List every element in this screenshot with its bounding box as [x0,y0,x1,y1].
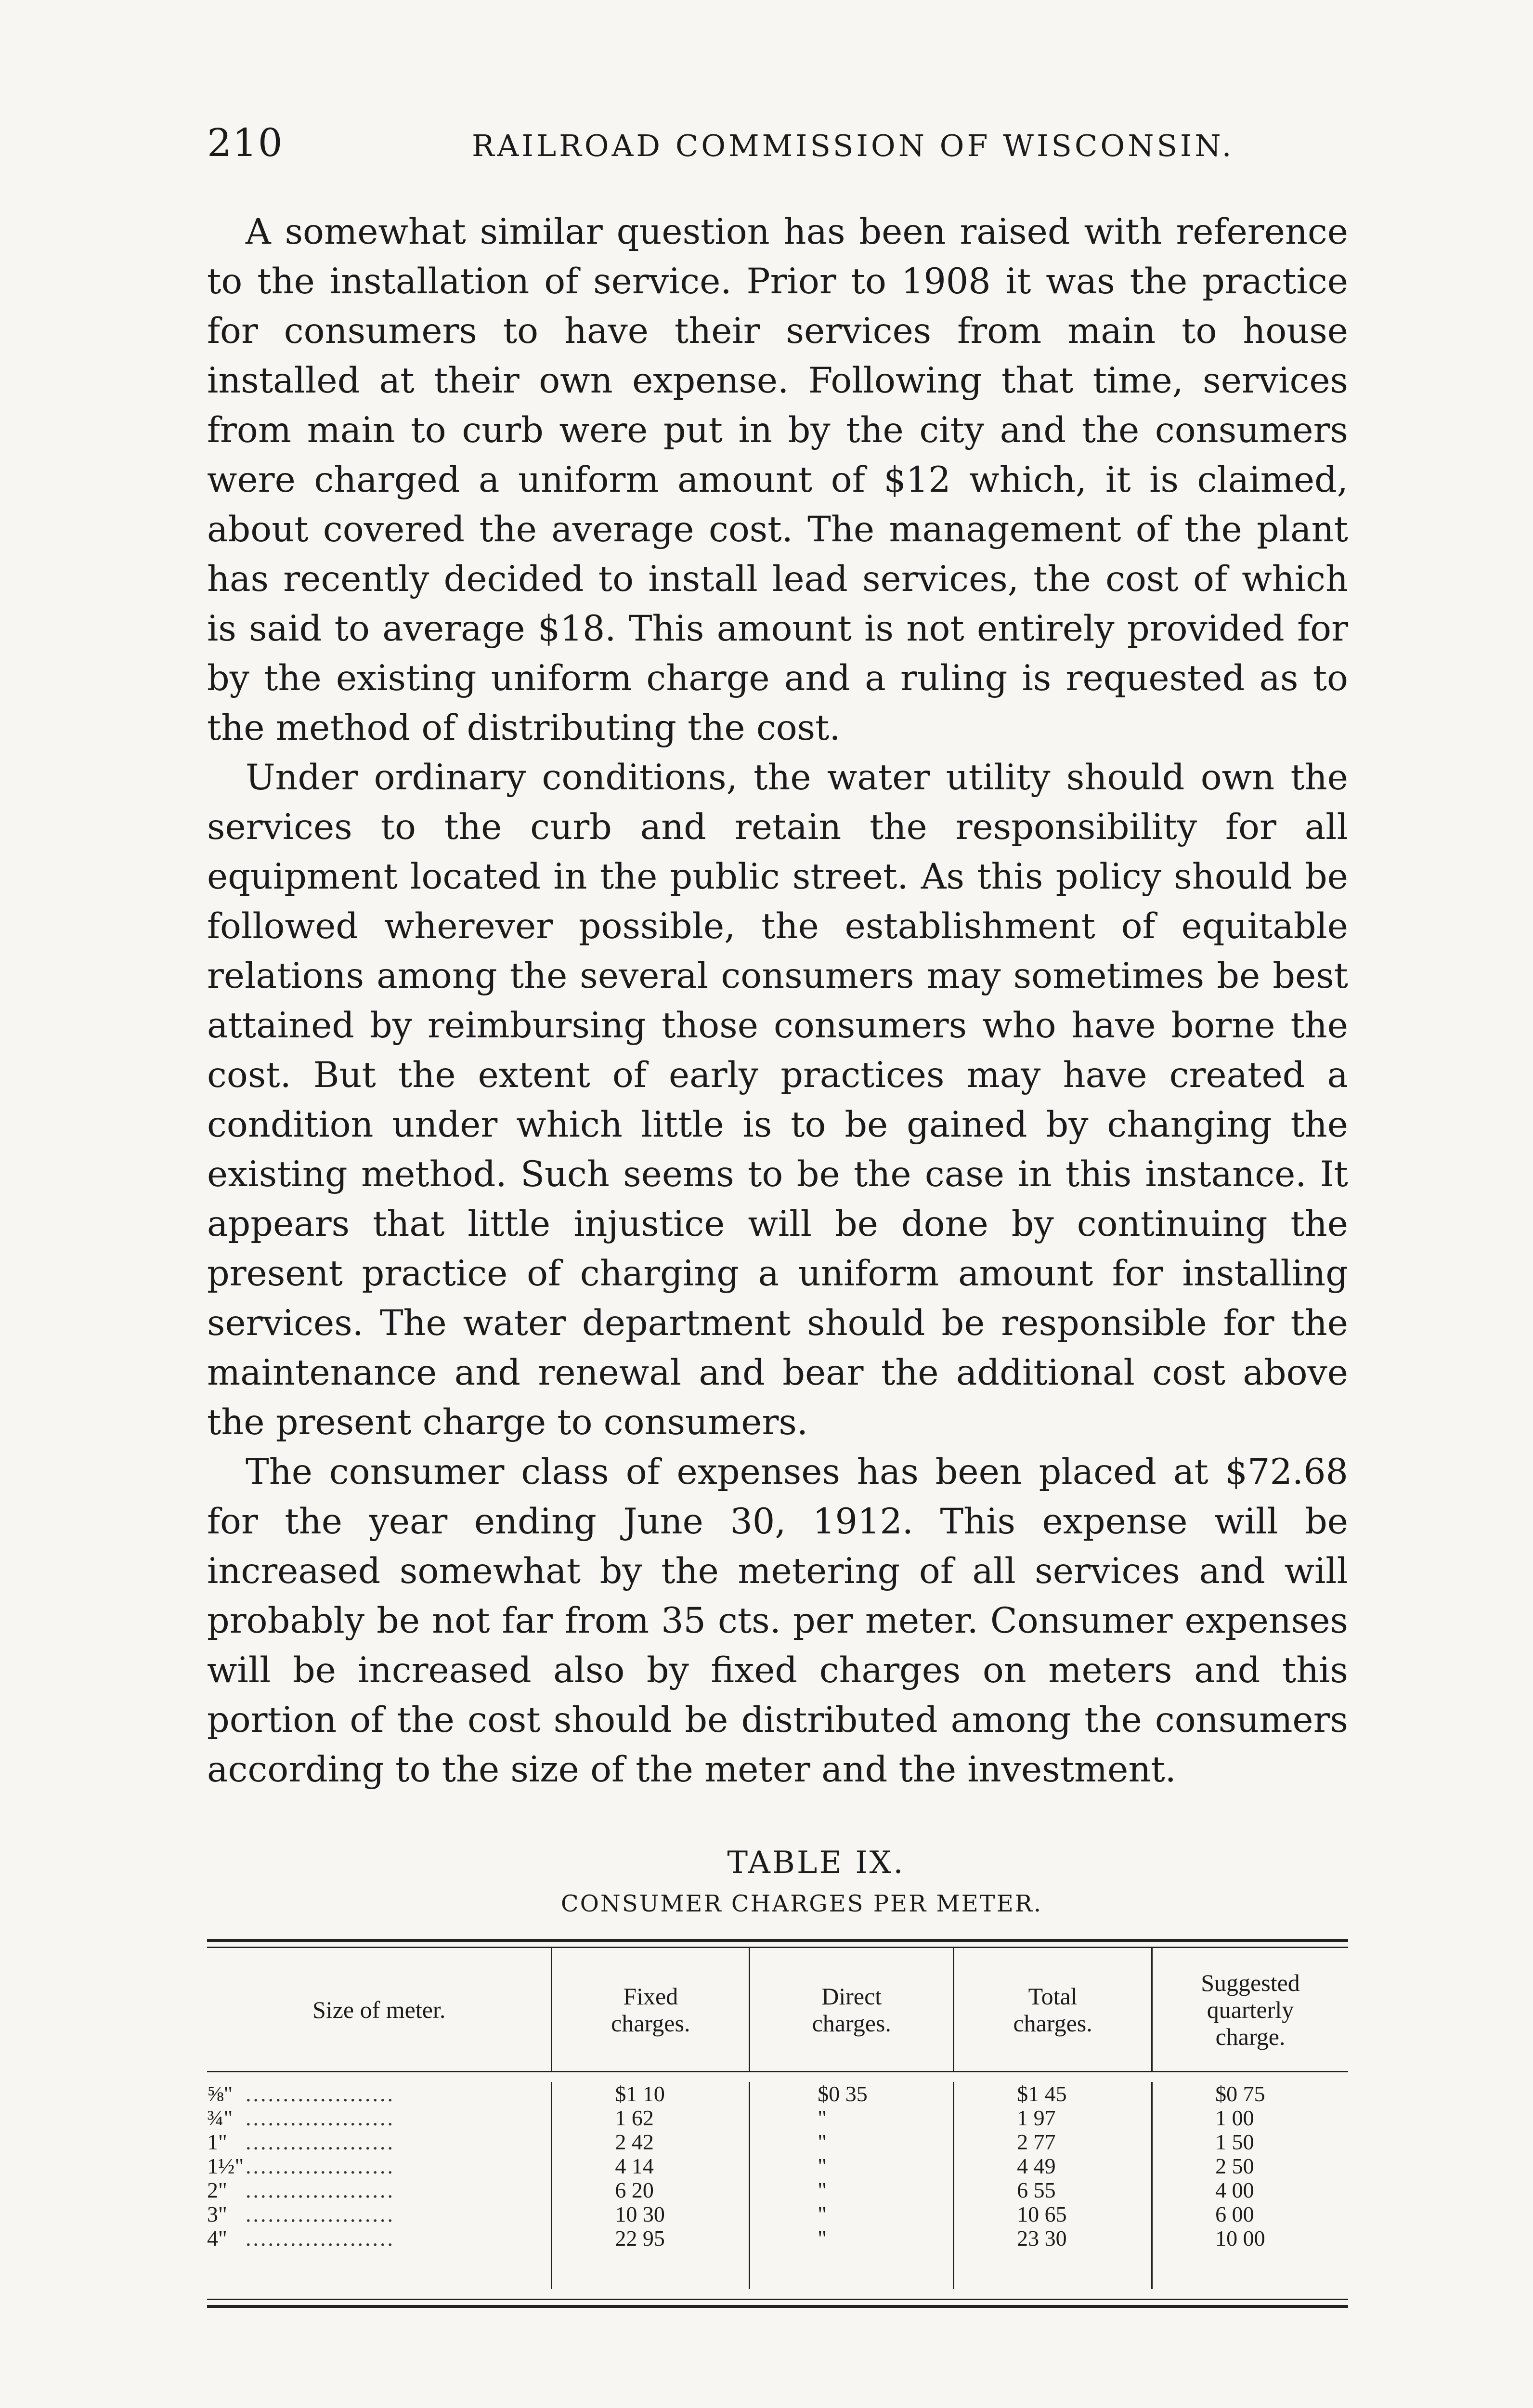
total-value: 6 55 [1017,2178,1056,2202]
leader-dots: .................... [246,2106,395,2130]
table-cell-fixed [552,2226,749,2251]
table-row-size [207,2082,551,2106]
column-fixed [551,2082,749,2289]
table-cell-direct [750,2130,953,2154]
table-cell-direct [750,2154,953,2178]
column-direct [749,2082,953,2289]
consumer-charges-table [207,1939,1348,2308]
table-cell-direct [750,2202,953,2226]
column-total [953,2082,1151,2289]
direct-value: $0 35 [818,2082,868,2106]
header-direct: Direct charges. [749,1948,953,2071]
table-row-size [207,2130,551,2154]
paragraph-2: Under ordinary conditions, the water utility should own the services to the curb and retain the responsibility for all equipment located in the public street. As this policy should be followed wherever possible, the establishment of equitable relations among the several consumers may sometimes be best attained by reimbursing those consumers who have borne the cost. But the extent of early practices may have created a condition under which little is to be gained by changing the existing method. Such seems to be the case in this instance. It appears that little injustice will be done by continuing the present practice of charging a uniform amount for installing services. The water department should be responsible for the maintenance and renewal and bear the additional cost above the present charge to consumers. [207,757,1348,1443]
suggested-value: 4 00 [1215,2178,1254,2202]
table-header-row [207,1948,1348,2072]
size-label: 4" [207,2226,227,2251]
page-number: 210 [207,120,284,165]
total-value: 23 30 [1017,2226,1067,2251]
header-total: Total charges. [953,1948,1151,2071]
direct-value: " [818,2154,827,2178]
size-label: 1" [207,2130,227,2154]
size-label: ¾" [207,2106,233,2130]
table-cell-suggested [1153,2130,1348,2154]
table-cell-fixed [552,2082,749,2106]
direct-value: " [818,2202,827,2226]
suggested-value: 1 00 [1215,2106,1254,2130]
total-value: 1 97 [1017,2106,1056,2130]
table-cell-suggested [1153,2154,1348,2178]
column-suggested [1151,2082,1348,2289]
fixed-value: 6 20 [615,2178,654,2202]
paragraph-1: A somewhat similar question has been raised with reference to the installation of service. Prior to 1908 it was the practice for consumers to have their services from main to house installed at their own expense. Following that time, services from main to curb were put in by the city and the consumers were charged a uniform amount of $12 which, it is claimed, about covered the average cost. The management of the plant has recently decided to install lead services, the cost of which is said to average $18. This amount is not entirely provided for by the existing uniform charge and a ruling is requested as to the method of distributing the cost. [207,211,1348,748]
total-value: 4 49 [1017,2154,1056,2178]
table-cell-direct [750,2178,953,2202]
table-top-rule [207,1939,1348,1948]
table-cell-total [954,2130,1151,2154]
fixed-value: 10 30 [615,2202,665,2226]
column-size [207,2082,551,2289]
fixed-value: 4 14 [615,2154,654,2178]
table-cell-total [954,2154,1151,2178]
table-cell-fixed [552,2178,749,2202]
table-row-size [207,2226,551,2251]
table-cell-direct [750,2106,953,2130]
fixed-value: 22 95 [615,2226,665,2251]
running-head: RAILROAD COMMISSION OF WISCONSIN. [472,128,1234,163]
leader-dots: .................... [246,2130,395,2154]
table-cell-total [954,2202,1151,2226]
paragraph-3: The consumer class of expenses has been placed at $72.68 for the year ending June 30, 1912. This expense will be increased somewhat by the metering of all services and will probably be not far from 35 cts. per meter. Consumer expenses will be increased also by fixed charges on meters and this portion of the cost should be distributed among the consumers according to the size of the meter and the investment. [207,1452,1348,1790]
table-cell-direct [750,2226,953,2251]
suggested-value: 2 50 [1215,2154,1254,2178]
table-cell-suggested [1153,2106,1348,2130]
size-label: ⅝" [207,2082,233,2106]
table-cell-total [954,2226,1151,2251]
direct-value: " [818,2130,827,2154]
suggested-value: $0 75 [1215,2082,1265,2106]
size-label: 2" [207,2178,227,2202]
size-label: 3" [207,2202,227,2226]
table-cell-suggested [1153,2178,1348,2202]
suggested-value: 10 00 [1215,2226,1265,2251]
table-cell-fixed [552,2106,749,2130]
document-page [207,120,1348,2308]
table-cell-fixed [552,2130,749,2154]
direct-value: " [818,2226,827,2251]
total-value: $1 45 [1017,2082,1067,2106]
header-size: Size of meter. [312,1996,446,2023]
table-cell-direct [750,2082,953,2106]
table-cell-total [954,2106,1151,2130]
page-header [207,120,1348,193]
total-value: 2 77 [1017,2130,1056,2154]
table-cell-suggested [1153,2082,1348,2106]
header-suggested: Suggested quarterly charge. [1151,1948,1348,2071]
table-bottom-rule [207,2299,1348,2308]
table-cell-total [954,2082,1151,2106]
size-label: 1½" [207,2154,244,2178]
leader-dots: .................... [246,2082,395,2106]
table-row-size [207,2106,551,2130]
table-row-size [207,2154,551,2178]
leader-dots: .................... [246,2154,395,2178]
table-title: TABLE IX. [727,1845,905,1881]
table-body [207,2072,1348,2289]
table-cell-suggested [1153,2202,1348,2226]
direct-value: " [818,2178,827,2202]
fixed-value: 1 62 [615,2106,654,2130]
suggested-value: 6 00 [1215,2202,1254,2226]
total-value: 10 65 [1017,2202,1067,2226]
direct-value: " [818,2106,827,2130]
table-cell-total [954,2178,1151,2202]
fixed-value: 2 42 [615,2130,654,2154]
table-cell-fixed [552,2154,749,2178]
suggested-value: 1 50 [1215,2130,1254,2154]
table-row-size [207,2202,551,2226]
header-fixed: Fixed charges. [551,1948,749,2071]
table-row-size [207,2178,551,2202]
fixed-value: $1 10 [615,2082,665,2106]
leader-dots: .................... [246,2202,395,2226]
leader-dots: .................... [246,2226,395,2251]
leader-dots: .................... [246,2178,395,2202]
table-cell-fixed [552,2202,749,2226]
table-cell-suggested [1153,2226,1348,2251]
table-subtitle: CONSUMER CHARGES PER METER. [560,1890,1043,1917]
